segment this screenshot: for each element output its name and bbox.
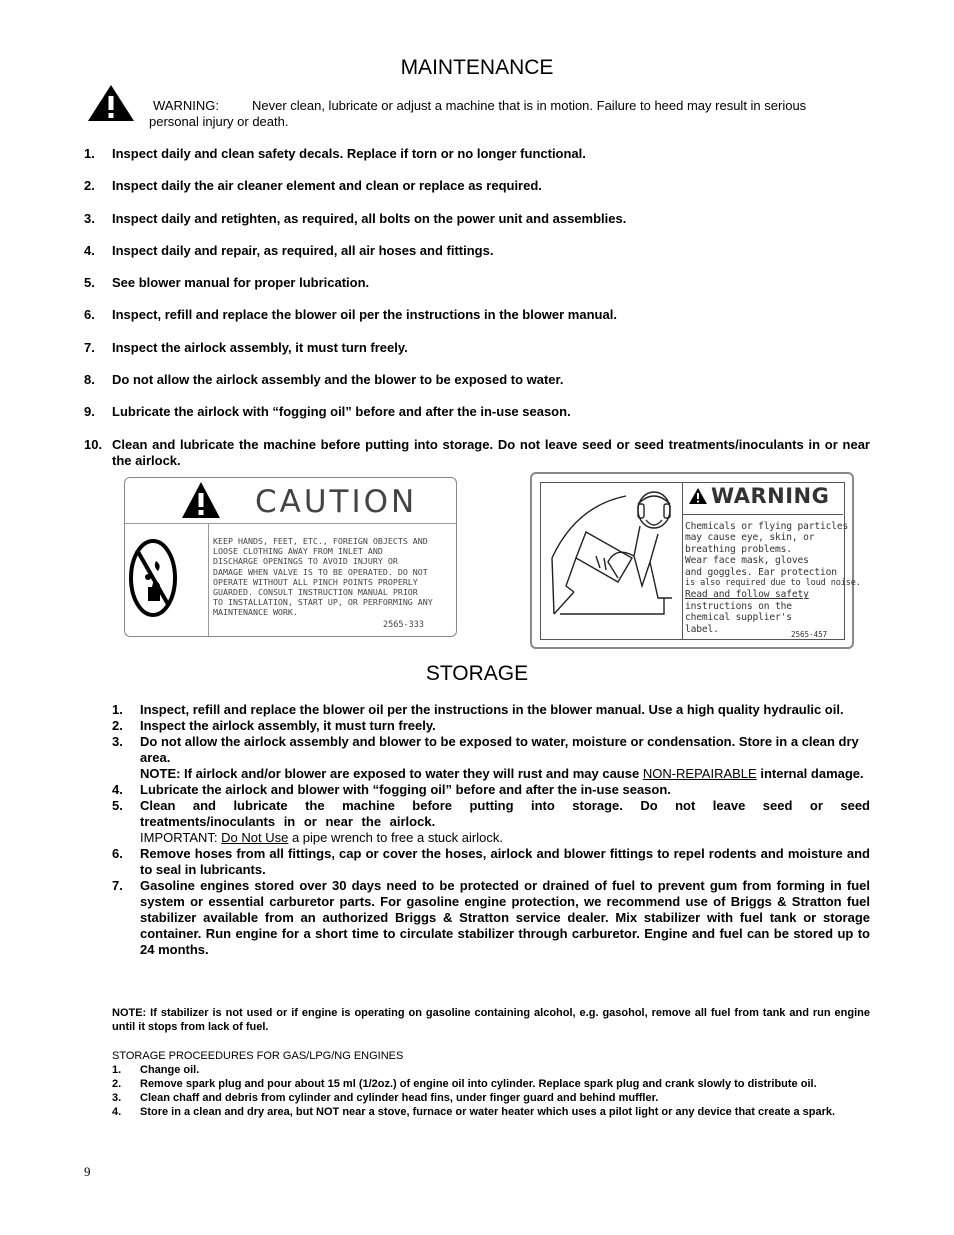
caution-decal xyxy=(124,477,457,637)
maintenance-item: 9. Lubricate the airlock with “fogging oil” before and after the in-use season. xyxy=(84,404,571,419)
warning-text-continued: personal injury or death. xyxy=(149,114,289,129)
warning-part-number: 2565-457 xyxy=(791,630,828,639)
maintenance-item: 6. Inspect, refill and replace the blower oil per the instructions in the blower manual. xyxy=(84,307,617,322)
storage-item: 6. Remove hoses from all fittings, cap or cover the hoses, airlock and blower fittings to repel rodents and moisture and to seal in lubricants. xyxy=(112,846,870,877)
page-number: 9 xyxy=(84,1164,91,1179)
caution-triangle-icon xyxy=(181,481,221,519)
warning-label: WARNING: xyxy=(153,98,219,113)
maintenance-item: 3. Inspect daily and retighten, as required, all bolts on the power unit and assemblies. xyxy=(84,211,627,226)
storage-item: 4. Lubricate the airlock and blower with “fogging oil” before and after the in-use season. xyxy=(112,782,671,797)
decal-divider xyxy=(682,482,683,639)
storage-list xyxy=(112,702,870,958)
decal-divider xyxy=(683,514,843,515)
warning-triangle-icon xyxy=(688,487,708,505)
warning-triangle-icon xyxy=(87,84,135,122)
warning-decal xyxy=(530,472,861,649)
maintenance-item: 2. Inspect daily the air cleaner element and clean or replace as required. xyxy=(84,178,542,193)
engine-item: 2. Remove spark plug and pour about 15 ml (1/2oz.) of engine oil into cylinder. Replace spark plug and crank slowly to distribute oil. xyxy=(112,1078,817,1090)
no-hands-prohibition-icon xyxy=(128,537,178,619)
storage-item: 3. Do not allow the airlock assembly and blower to be exposed to water, moisture or condensation. Store in a clean dry area. NOTE: If airlock and/or blower are exposed to water they will rust and may cause NON-REPAIRABLE internal damage. xyxy=(112,734,870,782)
warning-text: Never clean, lubricate or adjust a machine that is in motion. Failure to heed may result in serious xyxy=(251,98,807,113)
engine-item: 1. Change oil. xyxy=(112,1064,200,1076)
storage-item: 5. Clean and lubricate the machine before putting into storage. Do not leave seed or seed treatments/inoculants in or near the airlock. IMPORTANT: Do Not Use a pipe wrench to free a stuck airlock. xyxy=(112,798,870,845)
maintenance-item: 4. Inspect daily and repair, as required, all air hoses and fittings. xyxy=(84,243,494,258)
engine-item: 3. Clean chaff and debris from cylinder and cylinder head fins, under finger guard and behind muffler. xyxy=(112,1092,659,1104)
maintenance-item: 1. Inspect daily and clean safety decals. Replace if torn or no longer functional. xyxy=(84,146,586,161)
storage-item: 1. Inspect, refill and replace the blower oil per the instructions in the blower manual. Use a high quality hydraulic oil. xyxy=(112,702,844,717)
person-with-face-mask-illustration xyxy=(546,486,678,634)
decal-divider xyxy=(125,523,456,524)
warning-decal-heading: WARNING xyxy=(711,484,830,508)
storage-note: NOTE: If airlock and/or blower are exposed to water they will rust and may cause NON-REPAIRABLE internal damage. xyxy=(140,766,864,781)
maintenance-item: 5. See blower manual for proper lubrication. xyxy=(84,275,370,290)
engines-storage-list xyxy=(112,1063,870,1119)
warning-decal-text: Chemicals or flying particles may cause eye, skin, or breathing problems. Wear face mask, gloves and goggles. Ear protection is also required due to loud noise. Read and follow safety instructions on the chemical supplier's label. xyxy=(685,521,861,635)
caution-part-number: 2565-333 xyxy=(383,620,424,630)
maintenance-item: 10. Clean and lubricate the machine before putting into storage. Do not leave seed or seed treatments/inoculants in or near the airlock. xyxy=(84,437,870,468)
maintenance-item: 8. Do not allow the airlock assembly and the blower to be exposed to water. xyxy=(84,372,564,387)
fuel-stabilizer-note: NOTE: If stabilizer is not used or if engine is operating on gasoline containing alcohol, e.g. gasohol, remove all fuel from tank and run engine until it stops from lack of fuel. xyxy=(112,1007,870,1033)
decal-divider xyxy=(208,523,209,636)
engine-item: 4. Store in a clean and dry area, but NOT near a stove, furnace or water heater which uses a pilot light or any device that create a spark. xyxy=(112,1106,836,1118)
safety-warning xyxy=(149,98,871,130)
maintenance-item: 7. Inspect the airlock assembly, it must turn freely. xyxy=(84,340,408,355)
engines-storage-heading: STORAGE PROCEEDURES FOR GAS/LPG/NG ENGINES xyxy=(112,1050,404,1062)
storage-item: 2. Inspect the airlock assembly, it must turn freely. xyxy=(112,718,436,733)
caution-text: KEEP HANDS, FEET, ETC., FOREIGN OBJECTS AND LOOSE CLOTHING AWAY FROM INLET AND DISCHARGE OPENINGS TO AVOID INJURY OR DAMAGE WHEN VALVE IS TO BE OPERATED. DO NOT OPERATE WITHOUT ALL PINCH POINTS PROPERLY GUARDED. CONSULT INSTRUCTION MANUAL PRIOR TO INSTALLATION, START UP, OR PERFORMING ANY MAINTENANCE WORK. xyxy=(213,536,433,618)
storage-item: 7. Gasoline engines stored over 30 days need to be protected or drained of fuel to prevent gum from forming in fuel system or essential carburetor parts. For gasoline engine protection, we recommend use of Briggs & Stratton fuel stabilizer available from an authorized Briggs & Stratton service dealer. Mix stabilizer with fuel tank or storage container. Run engine for a short time to circulate stabilizer through carburetor. Engine and fuel can be stored up to 24 months. xyxy=(112,878,870,957)
storage-title: STORAGE xyxy=(425,662,529,685)
storage-important-note: IMPORTANT: Do Not Use a pipe wrench to free a stuck airlock. xyxy=(140,830,503,845)
caution-heading: CAUTION xyxy=(255,484,418,520)
maintenance-title: MAINTENANCE xyxy=(400,56,554,79)
